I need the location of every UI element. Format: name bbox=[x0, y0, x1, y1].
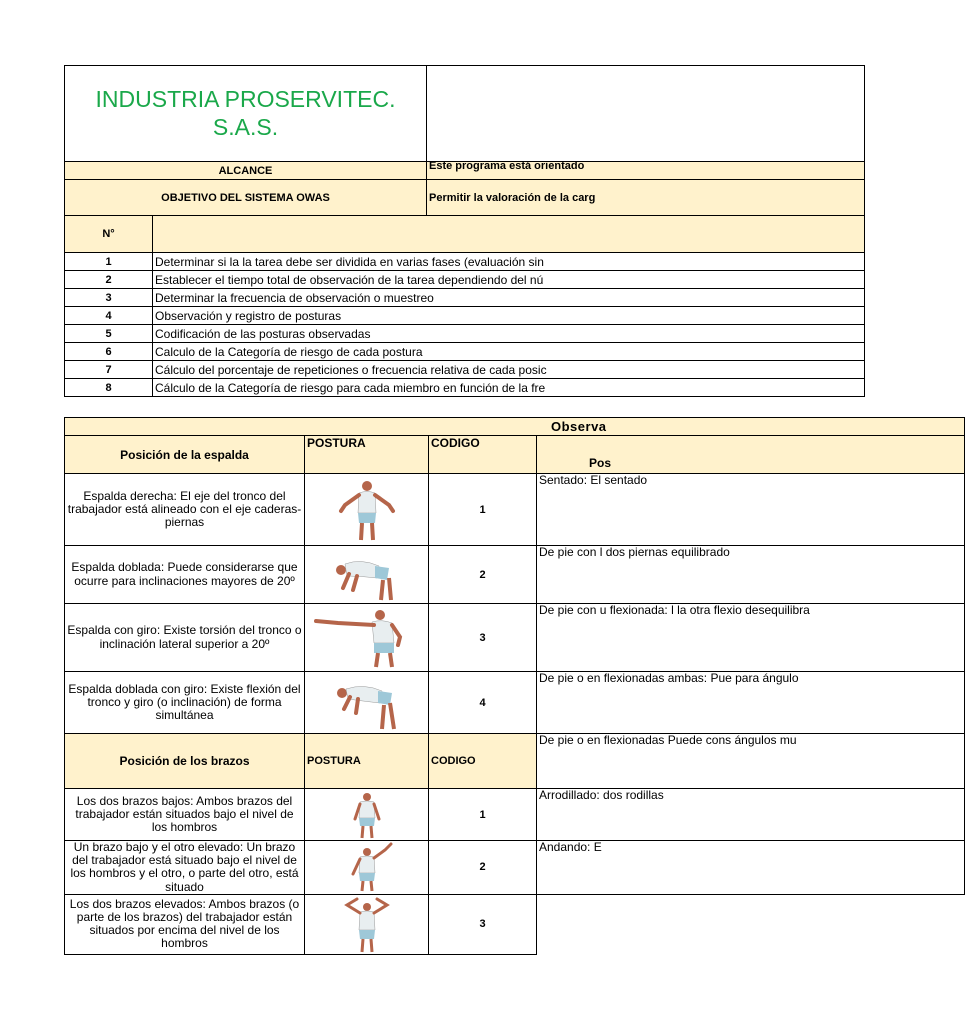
espalda-desc: Espalda derecha: El eje del tronco del trabajador está alineado con el eje caderas-piernas bbox=[65, 474, 305, 546]
step-text: Cálculo de la Categoría de riesgo para cada miembro en función de la fre bbox=[153, 379, 865, 397]
brazos-code: 1 bbox=[429, 789, 537, 841]
company-name-line1: INDUSTRIA PROSERVITEC. bbox=[95, 85, 396, 112]
owas-observation-region bbox=[64, 417, 810, 957]
espalda-desc: Espalda con giro: Existe torsión del tronco o inclinación lateral superior a 20º bbox=[65, 604, 305, 672]
piernas-desc: Arrodillado: dos rodillas bbox=[537, 789, 965, 841]
arms-down-icon bbox=[342, 791, 392, 839]
step-number: 6 bbox=[65, 343, 153, 361]
step-text: Cálculo del porcentaje de repeticiones o frecuencia relativa de cada posic bbox=[153, 361, 865, 379]
piernas-desc: De pie o en flexionadas Puede cons ángulos mu bbox=[537, 734, 965, 789]
step-number: 2 bbox=[65, 271, 153, 289]
step-text: Calculo de la Categoría de riesgo de cada postura bbox=[153, 343, 865, 361]
owas-info-table-region bbox=[64, 65, 768, 399]
espalda-code: 2 bbox=[429, 546, 537, 604]
objetivo-text: Permitir la valoración de la carg bbox=[427, 180, 865, 216]
bent-twisting-worker-icon bbox=[322, 675, 412, 731]
brazos-code: 2 bbox=[429, 841, 537, 895]
piernas-desc: De pie o en flexionadas ambas: Pue para ángulo bbox=[537, 672, 965, 734]
step-text: Codificación de las posturas observadas bbox=[153, 325, 865, 343]
piernas-desc: De pie con u flexionada: l la otra flexio desequilibra bbox=[537, 604, 965, 672]
espalda-desc: Espalda doblada: Puede considerarse que ocurre para inclinaciones mayores de 20º bbox=[65, 546, 305, 604]
twisting-worker-icon bbox=[308, 607, 426, 669]
step-text: Determinar la frecuencia de observación o muestreo bbox=[153, 289, 865, 307]
standing-worker-icon bbox=[327, 477, 407, 543]
espalda-desc: Espalda doblada con giro: Existe flexión del tronco y giro (o inclinación) de forma simultánea bbox=[65, 672, 305, 734]
bent-worker-icon bbox=[327, 548, 407, 602]
piernas-header: Pos bbox=[537, 436, 965, 474]
step-text: Establecer el tiempo total de observación de la tarea dependiendo del nú bbox=[153, 271, 865, 289]
num-header: N° bbox=[65, 216, 153, 253]
espalda-code: 4 bbox=[429, 672, 537, 734]
brazos-code: 3 bbox=[429, 894, 537, 954]
codigo-header: CODIGO bbox=[429, 436, 537, 474]
owas-info-table bbox=[64, 65, 865, 397]
step-number: 3 bbox=[65, 289, 153, 307]
owas-observation-table bbox=[64, 417, 965, 955]
brazos-desc: Un brazo bajo y el otro elevado: Un brazo del trabajador está situado bajo el nivel de los hombros y el otro, o parte del otro, está situado bbox=[65, 841, 305, 895]
piernas-desc bbox=[537, 894, 965, 954]
step-number: 8 bbox=[65, 379, 153, 397]
espalda-code: 1 bbox=[429, 474, 537, 546]
espalda-header: Posición de la espalda bbox=[65, 436, 305, 474]
step-text: Determinar si la la tarea debe ser dividida en varias fases (evaluación sin bbox=[153, 253, 865, 271]
brazos-desc: Los dos brazos elevados: Ambos brazos (o parte de los brazos) del trabajador están situados por encima del nivel de los hombros bbox=[65, 894, 305, 954]
alcance-text: Este programa está orientado bbox=[427, 162, 865, 180]
company-name bbox=[65, 66, 427, 162]
brazos-postura-header: POSTURA bbox=[305, 734, 429, 789]
posture-figure-cell bbox=[305, 604, 429, 672]
posture-figure-cell bbox=[305, 672, 429, 734]
brazos-codigo-header: CODIGO bbox=[429, 734, 537, 789]
header-blank-cell bbox=[427, 66, 865, 162]
step-number: 7 bbox=[65, 361, 153, 379]
espalda-code: 3 bbox=[429, 604, 537, 672]
brazos-header: Posición de los brazos bbox=[65, 734, 305, 789]
brazos-desc: Los dos brazos bajos: Ambos brazos del trabajador están situados bajo el nivel de los hombros bbox=[65, 789, 305, 841]
piernas-desc: De pie con l dos piernas equilibrado bbox=[537, 546, 965, 604]
postura-header: POSTURA bbox=[305, 436, 429, 474]
step-number: 1 bbox=[65, 253, 153, 271]
objetivo-label: OBJETIVO DEL SISTEMA OWAS bbox=[65, 180, 427, 216]
posture-figure-cell bbox=[305, 894, 429, 954]
step-text: Observación y registro de posturas bbox=[153, 307, 865, 325]
posture-figure-cell bbox=[305, 841, 429, 895]
piernas-desc: Andando: E bbox=[537, 841, 965, 895]
step-number: 4 bbox=[65, 307, 153, 325]
observation-title: Observa bbox=[65, 418, 965, 436]
one-arm-raised-icon bbox=[339, 842, 395, 892]
company-name-line2: S.A.S. bbox=[212, 113, 279, 140]
step-number: 5 bbox=[65, 325, 153, 343]
both-arms-raised-icon bbox=[337, 895, 397, 953]
alcance-label: ALCANCE bbox=[65, 162, 427, 180]
steps-header-blank bbox=[153, 216, 865, 253]
posture-figure-cell bbox=[305, 474, 429, 546]
posture-figure-cell bbox=[305, 546, 429, 604]
posture-figure-cell bbox=[305, 789, 429, 841]
piernas-desc: Sentado: El sentado bbox=[537, 474, 965, 546]
